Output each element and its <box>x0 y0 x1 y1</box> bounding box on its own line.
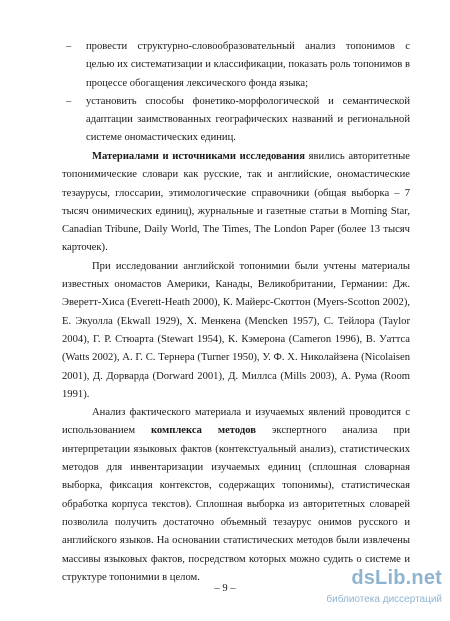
bullet-dash: – <box>66 95 72 107</box>
page-number: – 9 – <box>214 583 236 594</box>
watermark-subtitle: библиотека диссертаций <box>326 594 442 605</box>
paragraph-text: экспертного анализа при интерпретации языковых фактов (контекстуальный анализ), статистических методов для инвентаризации изучаемых единиц (сплошная словарная выборка, фиксация контекстов, содержащих топонимы), статистическая обработка корпуса текстов). Сплошная выборка из авторитетных словарей позволила получить достаточно объемный тезаурус онимов русского и английского языков. На основании статистических методов были извлечены массивы языковых фактов, посредством которых можно судить о системе и структуре топонимии в целом. <box>62 425 410 583</box>
paragraph-onomasts <box>62 258 410 404</box>
bullet-item <box>62 93 410 148</box>
bullet-text: провести структурно-словообразовательный анализ топонимов с целью их систематизации и классификации, показать роль топонимов в процессе обогащения лексического фонда языка; <box>86 41 410 89</box>
bold-phrase: Материалами и источниками исследования <box>92 151 305 162</box>
bullet-dash: – <box>66 41 72 52</box>
bullet-item <box>62 38 410 93</box>
bullet-list <box>62 38 410 148</box>
paragraph-materials <box>62 148 410 258</box>
bold-phrase: комплекса методов <box>150 425 256 437</box>
paragraph-text: явились авторитетные топонимические словари как русские, так и английские, ономастические тезаурусы, глоссарии, этимологические справочники (общая выборка – 7 тысяч онимических единиц), журнальные и газетные статьи в Morning Star, Canadian Tribune, Daily World, The Times, The London Paper (более 13 тысяч карточек). <box>62 151 410 254</box>
watermark-logo: dsLib.net <box>351 567 442 589</box>
body-text <box>62 148 410 587</box>
paragraph-methods <box>62 404 410 587</box>
bullet-text: установить способы фонетико-морфологической и семантической адаптации заимствованных географических названий и региональной системе ономастических единиц. <box>86 95 410 144</box>
paragraph-text: При исследовании английской топонимии были учтены материалы известных ономастов Америки, Канады, Великобритании, Германии: Дж. Эверетт-Хиса (Everett-Heath 2000), К. Майерс-Скоттон (Myers-Scotton 2002), Е. Экуолла (Ekwall 1929), Х. Менкена (Mencken 1957), С. Тейлора (Taylor 2004), Г. Р. Стюарта (Stewart 1954), К. Кэмерона (Cameron 1996), В. Уаттса (Watts 2002), А. Г. С. Тернера (Turner 1950), У. Ф. Х. Николайзена (Nicolaisen 2001), Д. Дорварда (Dorward 2001), Д. Миллса (Mills 2003), А. Рума (Room 1991). <box>62 260 410 400</box>
paragraph-text: Анализ фактического материала и изучаемых явлений проводится с использованием <box>62 407 410 437</box>
